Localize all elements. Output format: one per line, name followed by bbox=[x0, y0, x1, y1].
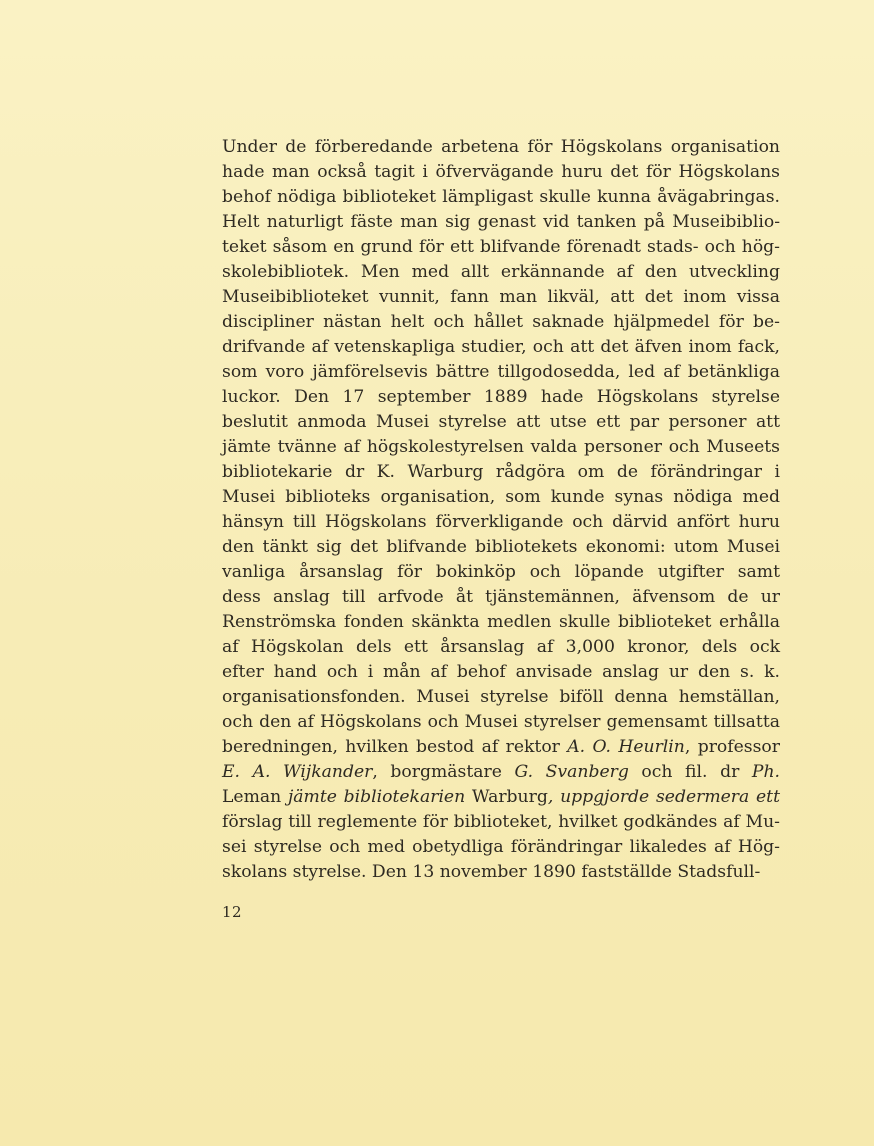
text-line: Helt naturligt fäste man sig genast vid tanken på Museibiblio- bbox=[222, 212, 780, 232]
text-line: Renströmska fonden skänkta medlen skulle biblioteket erhålla bbox=[222, 612, 780, 632]
text-line: teket såsom en grund för ett blifvande förenadt stads- och hög- bbox=[222, 237, 780, 257]
text-line: sei styrelse och med obetydliga förändringar likaledes af Hög- bbox=[222, 837, 780, 857]
text-line: förslag till reglemente för biblioteket, hvilket godkändes af Mu- bbox=[222, 812, 780, 832]
text-line: bibliotekarie dr K. Warburg rådgöra om de förändringar i bbox=[222, 462, 780, 482]
text-line: den tänkt sig det blifvande bibliotekets ekonomi: utom Musei bbox=[222, 537, 780, 557]
text-line: och den af Högskolans och Musei styrelser gemensamt tillsatta bbox=[222, 712, 780, 732]
text-line: Leman jämte bibliotekarien Warburg, uppgjorde sedermera ett bbox=[222, 787, 780, 807]
text-line: Musei biblioteks organisation, som kunde synas nödiga med bbox=[222, 487, 780, 507]
text-line: behof nödiga biblioteket lämpligast skulle kunna åvägabringas. bbox=[222, 187, 780, 207]
text-line: organisationsfonden. Musei styrelse biföll denna hemställan, bbox=[222, 687, 780, 707]
italic-name: A. O. Heurlin bbox=[567, 737, 685, 757]
text-line: Under de förberedande arbetena för Högskolans organisation bbox=[222, 137, 780, 157]
text-line: skolebibliotek. Men med allt erkännande af den utveckling bbox=[222, 262, 780, 282]
text-line: discipliner nästan helt och hållet saknade hjälpmedel för be- bbox=[222, 312, 780, 332]
page-number: 12 bbox=[222, 903, 243, 921]
text-line: jämte tvänne af högskolestyrelsen valda personer och Museets bbox=[222, 437, 780, 457]
text-line: hade man också tagit i öfvervägande huru det för Högskolans bbox=[222, 162, 780, 182]
text-line: hänsyn till Högskolans förverkligande och därvid anfört huru bbox=[222, 512, 780, 532]
italic-name: E. A. Wijkander bbox=[222, 762, 373, 782]
italic-name: jämte bibliotekarien bbox=[281, 787, 472, 807]
italic-name: G. Svanberg bbox=[514, 762, 629, 782]
text-line: vanliga årsanslag för bokinköp och löpande utgifter samt bbox=[222, 562, 780, 582]
body-text bbox=[222, 135, 780, 885]
text-line: luckor. Den 17 september 1889 hade Högskolans styrelse bbox=[222, 387, 780, 407]
text-line: af Högskolan dels ett årsanslag af 3,000 kronor, dels ock bbox=[222, 637, 780, 657]
text-line: E. A. Wijkander, borgmästare G. Svanberg och fil. dr Ph. bbox=[222, 762, 780, 782]
text-line: skolans styrelse. Den 13 november 1890 fastställde Stadsfull- bbox=[222, 862, 761, 882]
text-line: Museibiblioteket vunnit, fann man likväl, att det inom vissa bbox=[222, 287, 780, 307]
text-line: som voro jämförelsevis bättre tillgodosedda, led af betänkliga bbox=[222, 362, 780, 382]
text-line: dess anslag till arfvode åt tjänstemännen, äfvensom de ur bbox=[222, 587, 780, 607]
text-line: drifvande af vetenskapliga studier, och att det äfven inom fack, bbox=[222, 337, 780, 357]
text-line: efter hand och i mån af behof anvisade anslag ur den s. k. bbox=[222, 662, 780, 682]
text-line: beslutit anmoda Musei styrelse att utse ett par personer att bbox=[222, 412, 780, 432]
text-line: beredningen, hvilken bestod af rektor A. O. Heurlin, professor bbox=[222, 737, 780, 757]
italic-name: , uppgjorde sedermera ett bbox=[547, 787, 780, 807]
italic-name: Ph. bbox=[751, 762, 780, 782]
